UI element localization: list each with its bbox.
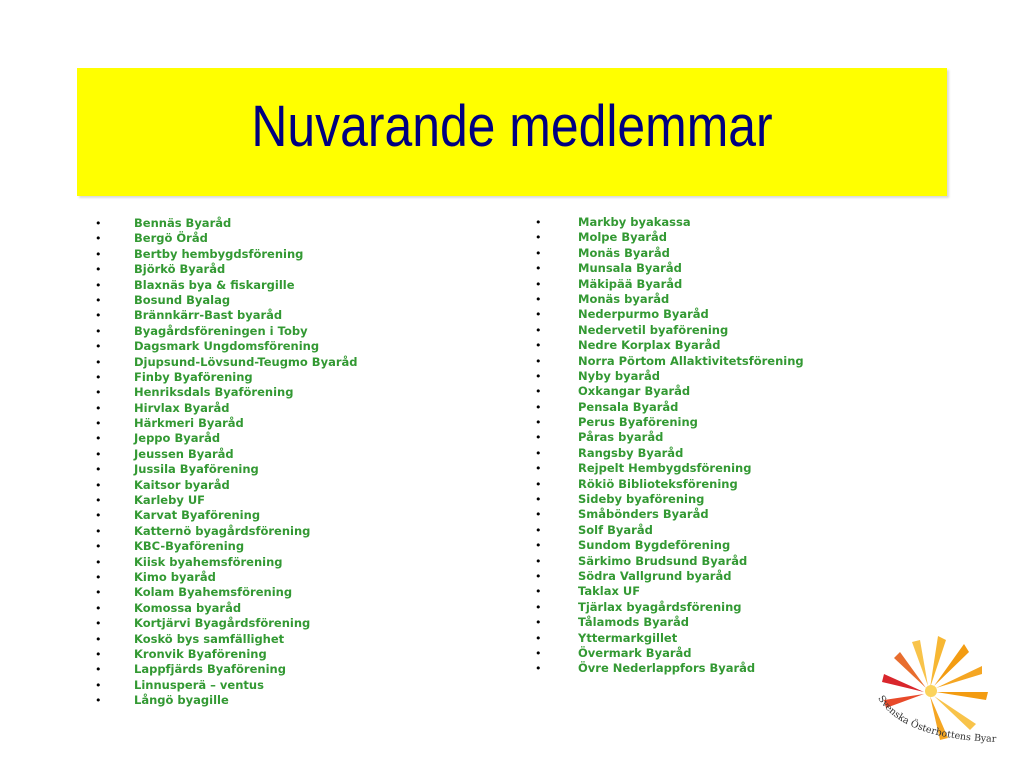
member-name: Karvat Byaförening	[134, 508, 261, 523]
bullet: •	[535, 462, 542, 476]
bullet: •	[535, 631, 542, 645]
bullet: •	[95, 555, 102, 569]
bullet: •	[95, 540, 102, 554]
member-name: Djupsund-Lövsund-Teugmo Byaråd	[134, 354, 358, 369]
bullet: •	[95, 447, 102, 461]
member-name: Komossa byaråd	[134, 600, 242, 615]
bullet: •	[95, 586, 102, 600]
member-name: Långö byagille	[134, 693, 229, 708]
member-name: Brännkärr-Bast byaråd	[134, 308, 283, 323]
bullet: •	[535, 416, 542, 430]
member-name: Rejpelt Hembygdsförening	[578, 461, 752, 476]
title-band	[77, 68, 947, 196]
bullet: •	[95, 324, 102, 338]
bullet: •	[535, 477, 542, 491]
member-name: Kortjärvi Byagårdsförening	[134, 616, 311, 631]
bullet: •	[95, 463, 102, 477]
member-name: Yttermarkgillet	[578, 630, 678, 645]
bullet: •	[535, 216, 542, 229]
member-name: Påras byaråd	[578, 430, 664, 445]
bullet: •	[535, 262, 542, 276]
bullet: •	[95, 478, 102, 492]
member-name: Dagsmark Ungdomsförening	[134, 339, 320, 354]
bullet: •	[95, 647, 102, 661]
bullet: •	[95, 694, 102, 708]
bullet: •	[535, 662, 542, 676]
bullet: •	[95, 217, 102, 230]
logo-text: Svenska Österbottens Byar	[875, 693, 997, 745]
member-name: Byagårdsföreningen i Toby	[134, 323, 308, 338]
bullet: •	[95, 386, 102, 400]
bullet: •	[95, 678, 102, 692]
member-name: Munsala Byaråd	[578, 261, 682, 276]
member-name: Tjärlax byagårdsförening	[578, 599, 742, 614]
bullet: •	[95, 617, 102, 631]
bullet: •	[535, 385, 542, 399]
bullet: •	[95, 509, 102, 523]
bullet: •	[95, 247, 102, 261]
member-name: Rangsby Byaråd	[578, 445, 684, 460]
member-name: Sideby byaförening	[578, 492, 705, 507]
bullet: •	[535, 539, 542, 553]
bullet: •	[535, 339, 542, 353]
member-name: Perus Byaförening	[578, 415, 698, 430]
member-name: Bergö Öråd	[134, 231, 208, 246]
member-name: KBC-Byaförening	[134, 539, 245, 554]
member-name: Övre Nederlappfors Byaråd	[578, 661, 756, 676]
bullet: •	[535, 231, 542, 245]
member-name: Bosund Byalag	[134, 292, 231, 307]
member-name: Övermark Byaråd	[578, 645, 692, 660]
member-name: Bennäs Byaråd	[134, 216, 232, 230]
svenska-osterbottens-byar-logo	[872, 622, 1002, 752]
bullet: •	[95, 370, 102, 384]
member-name: Småbönders Byaråd	[578, 507, 709, 522]
bullet: •	[95, 309, 102, 323]
member-name: Monäs Byaråd	[578, 245, 670, 260]
member-name: Rökiö Biblioteksförening	[578, 476, 738, 491]
member-name: Linnusperä – ventus	[134, 677, 264, 692]
member-name: Norra Pörtom Allaktivitetsförening	[578, 353, 804, 368]
member-name: Jeussen Byaråd	[134, 446, 234, 461]
member-name: Taklax UF	[578, 584, 641, 599]
member-name: Björkö Byaråd	[134, 262, 226, 277]
sunburst-icon	[882, 636, 988, 740]
member-name: Nedervetil byaförening	[578, 322, 729, 337]
member-name: Koskö bys samfällighet	[134, 631, 285, 646]
bullet: •	[535, 493, 542, 507]
bullet: •	[95, 278, 102, 292]
member-name: Jussila Byaförening	[134, 462, 259, 477]
bullet: •	[535, 508, 542, 522]
bullet: •	[535, 246, 542, 260]
member-name: Monäs byaråd	[578, 291, 670, 306]
member-name: Nederpurmo Byaråd	[578, 307, 709, 322]
member-name: Tålamods Byaråd	[578, 615, 690, 630]
bullet: •	[95, 263, 102, 277]
member-name: Mäkipää Byaråd	[578, 276, 683, 291]
member-name: Molpe Byaråd	[578, 230, 668, 245]
bullet: •	[95, 494, 102, 508]
bullet: •	[535, 616, 542, 630]
bullet: •	[95, 663, 102, 677]
slide-title: Nuvarande medlemmar	[251, 94, 773, 159]
bullet: •	[535, 554, 542, 568]
bullet: •	[535, 446, 542, 460]
member-name: Lappfjärds Byaförening	[134, 662, 286, 677]
bullet: •	[535, 646, 542, 660]
bullet: •	[95, 340, 102, 354]
bullet: •	[95, 355, 102, 369]
bullet: •	[535, 323, 542, 337]
bullet: •	[95, 632, 102, 646]
member-name: Kiisk byahemsförening	[134, 554, 283, 569]
member-name: Finby Byaförening	[134, 369, 253, 384]
bullet: •	[535, 431, 542, 445]
bullet: •	[535, 277, 542, 291]
bullet: •	[95, 401, 102, 415]
member-name: Oxkangar Byaråd	[578, 384, 691, 399]
bullet: •	[95, 570, 102, 584]
member-name: Bertby hembygdsförening	[134, 246, 304, 261]
bullet: •	[535, 354, 542, 368]
member-name: Solf Byaråd	[578, 522, 653, 537]
member-name: Katternö byagårdsförening	[134, 523, 311, 538]
member-name: Nedre Korplax Byaråd	[578, 338, 721, 353]
member-name: Härkmeri Byaråd	[134, 416, 244, 431]
bullet: •	[535, 600, 542, 614]
bullet: •	[95, 432, 102, 446]
member-name: Sundom Bygdeförening	[578, 538, 731, 553]
member-name: Hirvlax Byaråd	[134, 400, 230, 415]
member-name: Kolam Byahemsförening	[134, 585, 293, 600]
member-name: Pensala Byaråd	[578, 399, 679, 414]
bullet: •	[95, 293, 102, 307]
member-name: Kronvik Byaförening	[134, 646, 267, 661]
bullet: •	[535, 400, 542, 414]
bullet: •	[535, 292, 542, 306]
member-name: Södra Vallgrund byaråd	[578, 568, 732, 583]
member-name: Karleby UF	[134, 493, 206, 508]
bullet: •	[95, 417, 102, 431]
member-name: Särkimo Brudsund Byaråd	[578, 553, 748, 568]
member-name: Henriksdals Byaförening	[134, 385, 294, 400]
bullet: •	[535, 308, 542, 322]
bullet: •	[95, 524, 102, 538]
bullet: •	[95, 232, 102, 246]
member-name: Markby byakassa	[578, 215, 691, 229]
bullet: •	[535, 585, 542, 599]
member-name: Kimo byaråd	[134, 569, 216, 584]
member-name: Nyby byaråd	[578, 368, 661, 383]
bullet: •	[535, 523, 542, 537]
bullet: •	[95, 601, 102, 615]
bullet: •	[535, 569, 542, 583]
member-name: Blaxnäs bya & fiskargille	[134, 277, 295, 292]
bullet: •	[535, 369, 542, 383]
member-name: Kaitsor byaråd	[134, 477, 230, 492]
member-name: Jeppo Byaråd	[134, 431, 221, 446]
